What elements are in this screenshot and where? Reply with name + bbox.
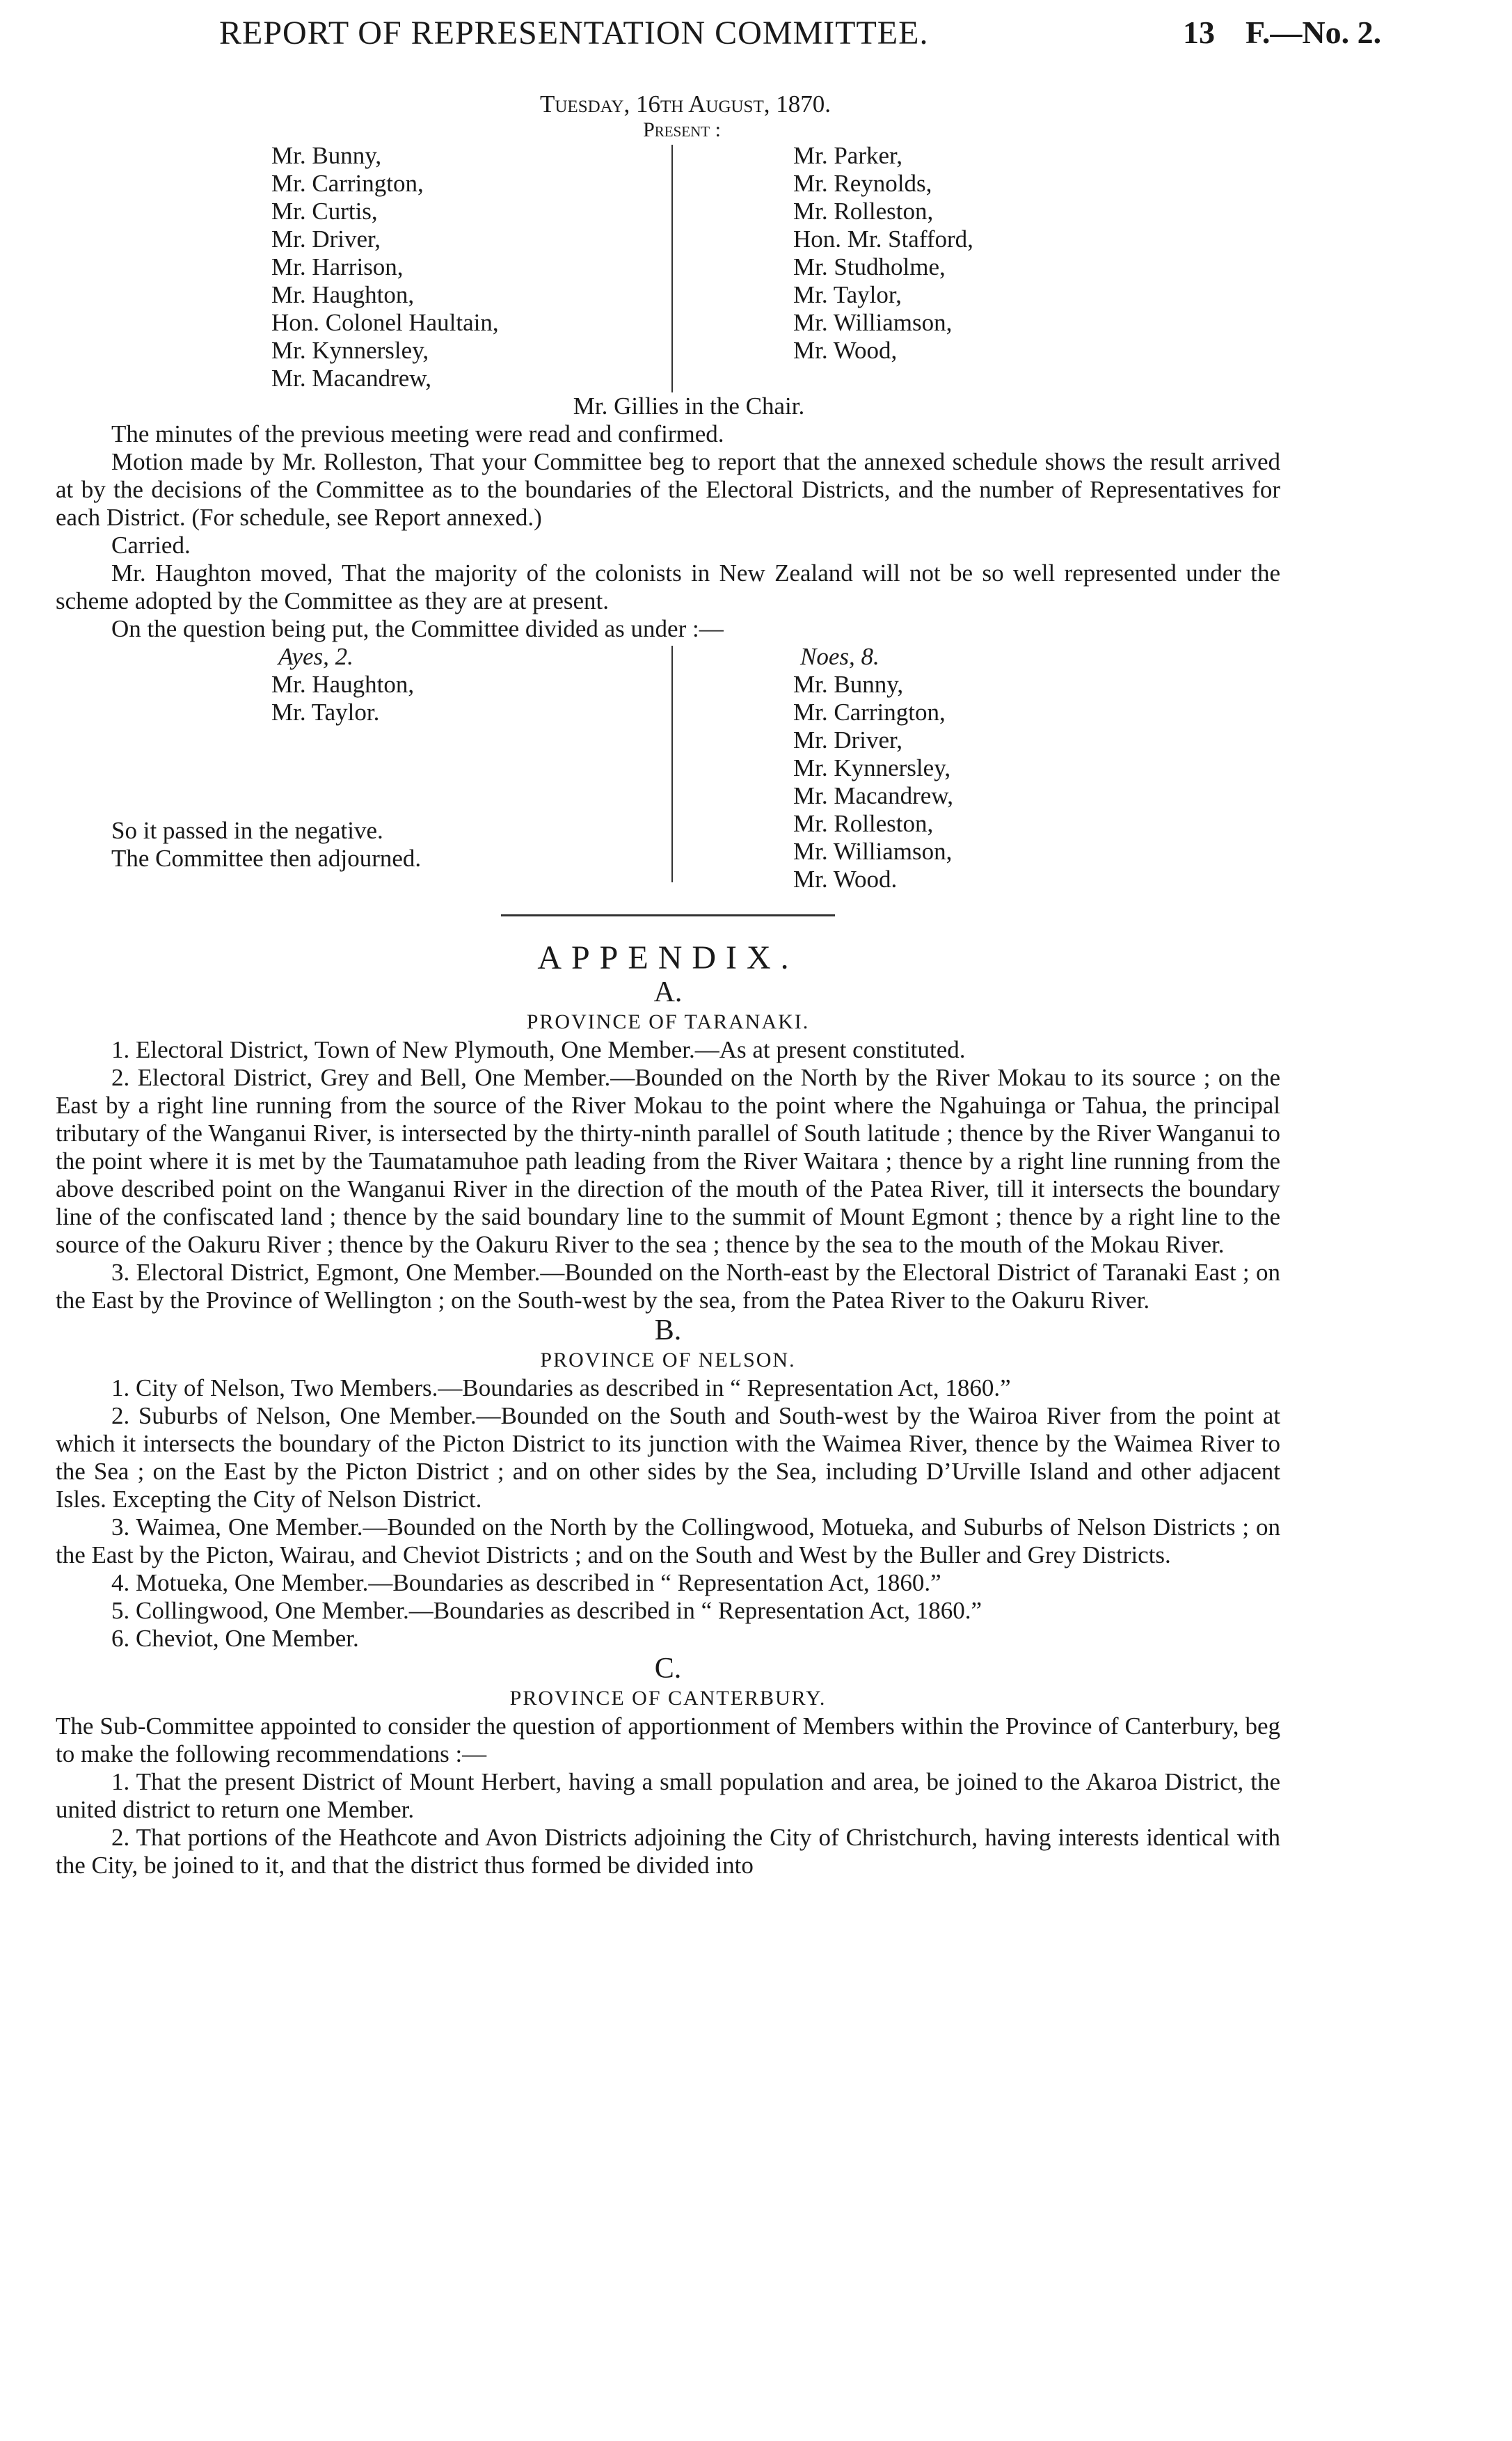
member-name: Mr. Carrington,: [793, 699, 946, 726]
taranaki-item: 3. Electoral District, Egmont, One Member.—Bounded on the North-east by the Electoral District of Taranaki East ; on the East by the Province of Wellington ; on the South-west by the sea, from the Patea River to the Oakuru River.: [56, 1259, 1280, 1314]
canterbury-item: 2. That portions of the Heathcote and Avon Districts adjoining the City of Christchurch, having interests identical with the City, be joined to it, and that the district thus formed be divided into: [56, 1824, 1280, 1879]
chair-line: Mr. Gillies in the Chair.: [573, 392, 805, 420]
member-name: Mr. Driver,: [793, 726, 903, 754]
section-rule: [501, 914, 835, 916]
negative-line: So it passed in the negative.: [111, 817, 383, 844]
member-name: Mr. Macandrew,: [271, 365, 432, 392]
member-name: Mr. Williamson,: [793, 838, 953, 865]
member-name: Mr. Kynnersley,: [271, 337, 429, 364]
section-letter-b: B.: [654, 1314, 682, 1346]
nelson-item: 3. Waimea, One Member.—Bounded on the North by the Collingwood, Motueka, and Suburbs of Nelson Districts ; on the East by the Picton, Wairau, and Cheviot Districts ; and on the South and West by the Buller and Grey Districts.: [56, 1513, 1280, 1568]
column-divider: [671, 646, 673, 882]
member-name: Hon. Colonel Haultain,: [271, 309, 499, 336]
member-name: Mr. Taylor,: [793, 281, 902, 308]
member-name: Mr. Curtis,: [271, 198, 378, 225]
member-name: Mr. Carrington,: [271, 170, 424, 197]
present-right-column: [793, 142, 1211, 365]
member-name: Mr. Macandrew,: [793, 782, 954, 809]
member-name: Mr. Haughton,: [271, 671, 415, 698]
ayes-column: [271, 643, 661, 726]
canterbury-intro: The Sub-Committee appointed to consider the question of apportionment of Members within the Province of Canterbury, beg to make the following recommendations :—: [56, 1712, 1280, 1767]
document-body: [56, 90, 1280, 1879]
member-name: Mr. Wood.: [793, 866, 898, 893]
nelson-item: 1. City of Nelson, Two Members.—Boundaries as described in “ Representation Act, 1860.”: [111, 1374, 1011, 1401]
adjourned-line: The Committee then adjourned.: [111, 845, 422, 872]
ayes-heading: Ayes, 2.: [278, 643, 353, 670]
member-name: Mr. Rolleston,: [793, 810, 934, 837]
member-name: Mr. Taylor.: [271, 699, 380, 726]
member-name: Mr. Williamson,: [793, 309, 953, 336]
section-letter-c: C.: [654, 1653, 682, 1685]
nelson-item: 5. Collingwood, One Member.—Boundaries as described in “ Representation Act, 1860.”: [111, 1597, 982, 1624]
province-canterbury: PROVINCE OF CANTERBURY.: [509, 1687, 827, 1710]
haughton-motion: Mr. Haughton moved, That the majority of the colonists in New Zealand will not be so well represented under the scheme adopted by the Committee as they are at present.: [56, 559, 1280, 614]
division-list: [56, 643, 1280, 893]
present-left-column: [271, 142, 661, 392]
carried-line: Carried.: [111, 532, 191, 559]
member-name: Mr. Driver,: [271, 225, 381, 253]
minutes-line: The minutes of the previous meeting were read and confirmed.: [111, 420, 724, 447]
meeting-date: Tuesday, 16th August, 1870.: [540, 90, 831, 118]
page-number: 13: [1183, 15, 1215, 50]
member-name: Mr. Harrison,: [271, 253, 404, 280]
present-members: [56, 142, 1280, 392]
column-divider: [671, 145, 673, 392]
taranaki-item: 1. Electoral District, Town of New Plymouth, One Member.—As at present constituted.: [111, 1036, 966, 1063]
division-intro: On the question being put, the Committee divided as under :—: [111, 615, 724, 642]
member-name: Mr. Bunny,: [793, 671, 904, 698]
member-name: Mr. Bunny,: [271, 142, 382, 169]
province-nelson: PROVINCE OF NELSON.: [540, 1349, 796, 1371]
motion-paragraph: Motion made by Mr. Rolleston, That your Committee beg to report that the annexed schedule shows the result arrived at by the decisions of the Committee as to the boundaries of the Electoral Districts, and the number of Representatives for each District. (For schedule, see Report annexed.): [56, 448, 1280, 531]
running-title: REPORT OF REPRESENTATION COMMITTEE.: [219, 15, 929, 51]
member-name: Hon. Mr. Stafford,: [793, 225, 973, 253]
noes-column: [793, 643, 1211, 893]
noes-heading: Noes, 8.: [800, 643, 880, 670]
member-name: Mr. Rolleston,: [793, 198, 934, 225]
member-name: Mr. Haughton,: [271, 281, 415, 308]
member-name: Mr. Wood,: [793, 337, 898, 364]
member-name: Mr. Reynolds,: [793, 170, 932, 197]
appendix-title: APPENDIX.: [537, 939, 799, 976]
canterbury-item: 1. That the present District of Mount Herbert, having a small population and area, be joined to the Akaroa District, the united district to return one Member.: [56, 1768, 1280, 1823]
member-name: Mr. Studholme,: [793, 253, 946, 280]
province-taranaki: PROVINCE OF TARANAKI.: [526, 1010, 810, 1033]
present-label: Present :: [643, 118, 721, 141]
section-letter-a: A.: [653, 976, 683, 1008]
nelson-item: 6. Cheviot, One Member.: [111, 1625, 359, 1652]
member-name: Mr. Kynnersley,: [793, 754, 951, 781]
paper-reference: F.—No. 2.: [1246, 15, 1382, 50]
taranaki-item: 2. Electoral District, Grey and Bell, One Member.—Bounded on the North by the River Mokau to its source ; on the East by a right line running from the source of the River Mokau to the point where the Ngahuinga or Tahua, the principal tributary of the Wanganui River, is intersected by the thirty-ninth parallel of South latitude ; thence by the River Wanganui to the point where it is met by the Taumatamuhoe path leading from the River Waitara ; thence by a right line running from the above described point on the Wanganui River in the direction of the mouth of the Patea River, till it intersects the boundary line of the confiscated land ; thence by the said boundary line to the summit of Mount Egmont ; thence by a right line to the source of the Oakuru River ; thence by the Oakuru River to the sea ; thence by the sea to the mouth of the Mokau River.: [56, 1064, 1280, 1258]
member-name: Mr. Parker,: [793, 142, 903, 169]
nelson-item: 4. Motueka, One Member.—Boundaries as described in “ Representation Act, 1860.”: [111, 1569, 941, 1596]
nelson-item: 2. Suburbs of Nelson, One Member.—Bounded on the South and South-west by the Wairoa River from the point at which it intersects the boundary of the Picton District to its junction with the Waimea River, thence by the Waimea River to the Sea ; on the East by the Picton District ; and on other sides by the Sea, including D’Urville Island and other adjacent Isles. Excepting the City of Nelson District.: [56, 1402, 1280, 1513]
running-head: [0, 14, 1512, 56]
